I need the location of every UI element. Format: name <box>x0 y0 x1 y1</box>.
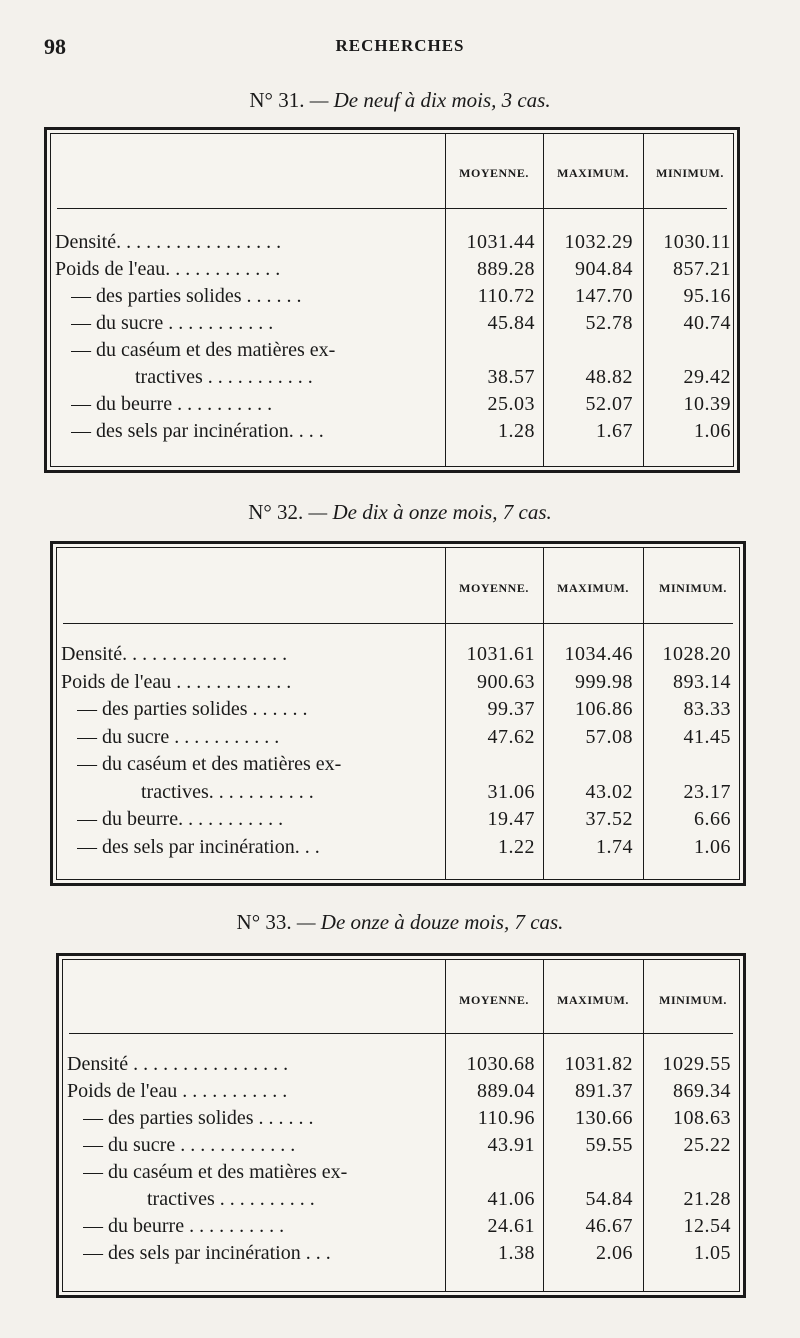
column-rule <box>643 959 644 1292</box>
data-table <box>44 127 740 473</box>
row-label: — du caséum et des matières ex- <box>77 753 342 775</box>
row-label: Densité . . . . . . . . . . . . . . . . <box>67 1053 289 1075</box>
cell-maximum: 1031.82 <box>564 1053 633 1075</box>
cell-minimum: 23.17 <box>683 780 731 803</box>
cell-minimum: 108.63 <box>673 1107 731 1129</box>
cell-moyenne: 889.04 <box>477 1080 535 1102</box>
cell-minimum: 857.21 <box>673 258 731 280</box>
row-label: — des sels par incinération . . . <box>83 1242 331 1264</box>
cell-moyenne: 38.57 <box>487 366 535 388</box>
column-rule <box>543 133 544 467</box>
cell-maximum: 999.98 <box>575 670 633 693</box>
table-description: — De onze à douze mois, 7 cas. <box>296 910 564 934</box>
cell-maximum: 891.37 <box>575 1080 633 1102</box>
row-label: — des parties solides . . . . . . <box>71 285 302 307</box>
cell-maximum: 59.55 <box>585 1134 633 1156</box>
cell-maximum: 1.74 <box>596 835 633 858</box>
cell-minimum: 25.22 <box>683 1134 731 1156</box>
column-header: MINIMUM. <box>656 166 724 180</box>
header-rule <box>57 208 727 209</box>
cell-moyenne: 43.91 <box>487 1134 535 1156</box>
column-rule <box>543 959 544 1292</box>
cell-minimum: 1.05 <box>694 1242 731 1264</box>
cell-minimum: 869.34 <box>673 1080 731 1102</box>
table-number: N° 32. <box>248 500 309 524</box>
table-title <box>0 500 800 525</box>
cell-moyenne: 1031.61 <box>466 643 535 665</box>
column-header: MAXIMUM. <box>557 993 629 1007</box>
cell-minimum: 41.45 <box>683 725 731 748</box>
column-rule <box>445 959 446 1292</box>
row-label: — du beurre. . . . . . . . . . . <box>77 808 284 830</box>
row-label: — du beurre . . . . . . . . . . <box>83 1215 285 1237</box>
cell-moyenne: 1.28 <box>498 420 535 442</box>
column-header: MINIMUM. <box>659 581 727 595</box>
page-number: 98 <box>44 34 66 59</box>
row-label: Poids de l'eau . . . . . . . . . . . . <box>61 670 292 693</box>
data-table <box>50 541 746 886</box>
cell-maximum: 106.86 <box>575 698 633 720</box>
row-label: tractives . . . . . . . . . . . <box>135 366 313 388</box>
cell-maximum: 1034.46 <box>564 643 633 665</box>
row-label: — du sucre . . . . . . . . . . . <box>77 725 280 748</box>
row-label: Densité. . . . . . . . . . . . . . . . . <box>61 643 288 665</box>
cell-moyenne: 24.61 <box>487 1215 535 1237</box>
table-title <box>0 910 800 935</box>
column-rule <box>445 547 446 880</box>
table-description: — De dix à onze mois, 7 cas. <box>308 500 552 524</box>
row-label: Poids de l'eau . . . . . . . . . . . <box>67 1080 288 1102</box>
cell-moyenne: 47.62 <box>487 725 535 748</box>
cell-minimum: 1030.11 <box>663 231 731 253</box>
cell-moyenne: 889.28 <box>477 258 535 280</box>
header-rule <box>69 1033 733 1034</box>
row-label: — du beurre . . . . . . . . . . <box>71 393 273 415</box>
cell-maximum: 43.02 <box>585 780 633 803</box>
cell-moyenne: 41.06 <box>487 1188 535 1210</box>
column-header: MOYENNE. <box>459 581 529 595</box>
row-label: Densité. . . . . . . . . . . . . . . . . <box>55 231 282 253</box>
cell-minimum: 29.42 <box>683 366 731 388</box>
cell-moyenne: 1030.68 <box>466 1053 535 1075</box>
cell-maximum: 48.82 <box>585 366 633 388</box>
cell-minimum: 95.16 <box>683 285 731 307</box>
cell-moyenne: 110.96 <box>477 1107 535 1129</box>
cell-moyenne: 1.22 <box>498 835 535 858</box>
running-head: RECHERCHES <box>335 36 465 55</box>
cell-minimum: 83.33 <box>683 698 731 720</box>
cell-maximum: 54.84 <box>585 1188 633 1210</box>
column-header: MOYENNE. <box>459 166 529 180</box>
cell-moyenne: 99.37 <box>487 698 535 720</box>
data-table <box>56 953 746 1298</box>
cell-maximum: 130.66 <box>575 1107 633 1129</box>
cell-maximum: 52.78 <box>585 312 633 334</box>
cell-maximum: 904.84 <box>575 258 633 280</box>
cell-moyenne: 900.63 <box>477 670 535 693</box>
cell-maximum: 1.67 <box>596 420 633 442</box>
row-label: tractives. . . . . . . . . . . <box>141 780 314 803</box>
row-label: — du sucre . . . . . . . . . . . . <box>83 1134 296 1156</box>
cell-minimum: 12.54 <box>683 1215 731 1237</box>
cell-minimum: 10.39 <box>683 393 731 415</box>
cell-maximum: 46.67 <box>585 1215 633 1237</box>
cell-moyenne: 45.84 <box>487 312 535 334</box>
cell-maximum: 147.70 <box>575 285 633 307</box>
row-label: — des sels par incinération. . . . <box>71 420 324 442</box>
header-rule <box>63 623 733 624</box>
cell-minimum: 1.06 <box>694 420 731 442</box>
row-label: — des sels par incinération. . . <box>77 835 320 858</box>
cell-moyenne: 110.72 <box>477 285 535 307</box>
cell-minimum: 6.66 <box>694 808 731 830</box>
cell-minimum: 1029.55 <box>662 1053 731 1075</box>
cell-minimum: 1028.20 <box>662 643 731 665</box>
row-label: Poids de l'eau. . . . . . . . . . . . <box>55 258 281 280</box>
cell-minimum: 893.14 <box>673 670 731 693</box>
row-label: — des parties solides . . . . . . <box>77 698 308 720</box>
cell-maximum: 52.07 <box>585 393 633 415</box>
column-header: MOYENNE. <box>459 993 529 1007</box>
row-label: — des parties solides . . . . . . <box>83 1107 314 1129</box>
table-number: N° 31. <box>249 88 310 112</box>
cell-moyenne: 19.47 <box>487 808 535 830</box>
cell-maximum: 1032.29 <box>564 231 633 253</box>
row-label: tractives . . . . . . . . . . <box>147 1188 315 1210</box>
cell-maximum: 57.08 <box>585 725 633 748</box>
cell-minimum: 21.28 <box>683 1188 731 1210</box>
table-title <box>0 88 800 113</box>
column-header: MAXIMUM. <box>557 166 629 180</box>
column-rule <box>643 133 644 467</box>
row-label: — du caséum et des matières ex- <box>71 339 336 361</box>
column-rule <box>543 547 544 880</box>
row-label: — du caséum et des matières ex- <box>83 1161 348 1183</box>
table-description: — De neuf à dix mois, 3 cas. <box>309 88 551 112</box>
cell-moyenne: 1031.44 <box>466 231 535 253</box>
cell-maximum: 37.52 <box>585 808 633 830</box>
cell-moyenne: 1.38 <box>498 1242 535 1264</box>
cell-minimum: 1.06 <box>694 835 731 858</box>
cell-minimum: 40.74 <box>683 312 731 334</box>
cell-maximum: 2.06 <box>596 1242 633 1264</box>
column-header: MAXIMUM. <box>557 581 629 595</box>
column-rule <box>445 133 446 467</box>
row-label: — du sucre . . . . . . . . . . . <box>71 312 274 334</box>
table-number: N° 33. <box>236 910 297 934</box>
cell-moyenne: 25.03 <box>487 393 535 415</box>
column-rule <box>643 547 644 880</box>
cell-moyenne: 31.06 <box>487 780 535 803</box>
column-header: MINIMUM. <box>659 993 727 1007</box>
